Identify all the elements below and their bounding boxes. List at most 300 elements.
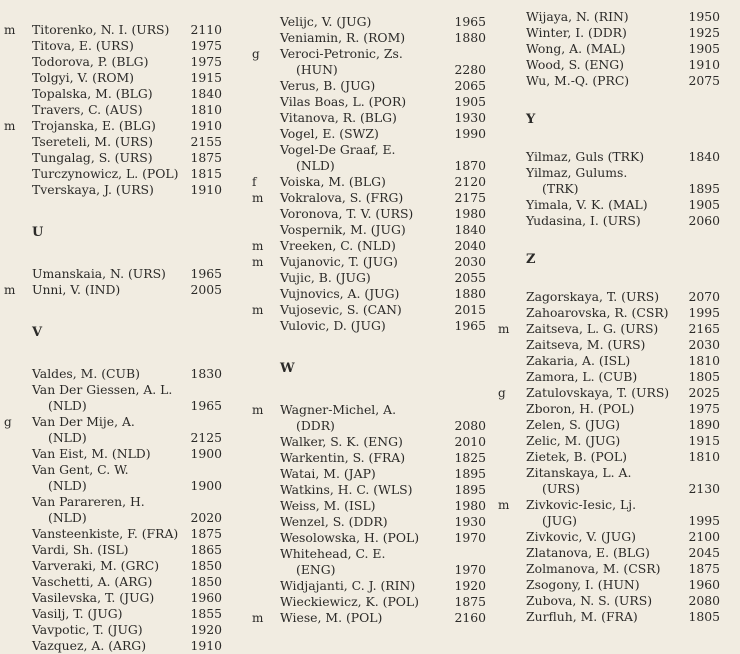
player-rating: 1880 <box>454 286 486 301</box>
player-name-line: Vujic, B. (JUG) <box>280 270 371 285</box>
player-name-line: Tolgyi, V. (ROM) <box>32 70 134 85</box>
player-name-line: Vujnovics, A. (JUG) <box>280 286 400 301</box>
player-name <box>280 222 406 238</box>
player-name-line: Wood, S. (ENG) <box>526 57 624 72</box>
player-name-line: Zelen, S. (JUG) <box>526 417 620 432</box>
player-rating: 1865 <box>190 542 222 557</box>
player-federation: (URS) <box>542 481 580 496</box>
player-entry <box>498 305 726 321</box>
player-entry <box>252 450 492 466</box>
player-entry <box>498 73 726 89</box>
player-rating: 1805 <box>688 609 720 624</box>
player-entry <box>4 166 228 182</box>
player-rating: 1875 <box>190 150 222 165</box>
player-rating: 1970 <box>454 530 486 545</box>
player-name-line: Vreeken, C. (NLD) <box>280 238 396 253</box>
player-name <box>32 134 153 150</box>
player-name <box>280 270 371 286</box>
player-entry <box>252 94 492 110</box>
player-entry <box>498 25 726 41</box>
player-rating: 2040 <box>454 238 486 253</box>
title-prefix: m <box>252 255 264 269</box>
player-entry <box>498 577 726 593</box>
section-heading: U <box>32 225 44 240</box>
player-federation: (HUN) <box>296 62 338 77</box>
player-rating: 1910 <box>190 638 222 653</box>
player-name <box>280 14 371 30</box>
player-name-line: Wenzel, S. (DDR) <box>280 514 388 529</box>
player-rating: 1920 <box>190 622 222 637</box>
player-entry <box>4 446 228 462</box>
player-entry <box>4 54 228 70</box>
player-name <box>280 78 375 94</box>
player-name-line: Vitanova, R. (BLG) <box>280 110 397 125</box>
player-rating: 2100 <box>688 529 720 544</box>
player-federation: (DDR) <box>296 418 335 433</box>
player-name-line: Walker, S. K. (ENG) <box>280 434 403 449</box>
player-name <box>32 542 129 558</box>
player-name <box>526 353 630 369</box>
player-rating: 2015 <box>454 302 486 317</box>
player-rating: 1915 <box>190 70 222 85</box>
player-rating: 1840 <box>190 86 222 101</box>
player-name <box>526 609 638 625</box>
player-name <box>32 266 166 282</box>
player-rating: 2030 <box>688 337 720 352</box>
player-name <box>526 497 636 529</box>
player-name-line: Wu, M.-Q. (PRC) <box>526 73 630 88</box>
player-entry <box>252 546 492 578</box>
player-entry <box>498 385 726 401</box>
player-name <box>32 526 178 542</box>
player-name-line: Valdes, M. (CUB) <box>32 366 140 381</box>
player-entry <box>498 337 726 353</box>
player-name-line: Travers, C. (AUS) <box>32 102 143 117</box>
player-entry <box>4 366 228 382</box>
player-entry <box>252 206 492 222</box>
player-rating: 1830 <box>190 366 222 381</box>
player-name <box>32 282 120 298</box>
player-entry <box>4 118 228 134</box>
player-rating: 2080 <box>688 593 720 608</box>
player-name <box>526 289 659 305</box>
player-rating: 1920 <box>454 578 486 593</box>
player-name <box>526 25 627 41</box>
player-rating: 1960 <box>190 590 222 605</box>
player-name <box>280 238 396 254</box>
player-name-line: Vokralova, S. (FRG) <box>280 190 404 205</box>
player-name-line: Umanskaia, N. (URS) <box>32 266 166 281</box>
player-entry <box>4 266 228 282</box>
player-name-line: Vogel, E. (SWZ) <box>280 126 379 141</box>
player-name-line: Watai, M. (JAP) <box>280 466 376 481</box>
player-name-line: Tverskaya, J. (URS) <box>32 182 154 197</box>
player-name-line: Unni, V. (IND) <box>32 282 121 297</box>
player-rating: 1905 <box>688 41 720 56</box>
player-federation: (TRK) <box>542 181 579 196</box>
player-rating: 1980 <box>454 206 486 221</box>
player-entry <box>4 22 228 38</box>
player-rating: 1875 <box>688 561 720 576</box>
section-heading: V <box>32 325 43 340</box>
player-name <box>32 182 154 198</box>
player-name <box>526 9 629 25</box>
player-entry <box>252 578 492 594</box>
player-entry <box>498 433 726 449</box>
player-name <box>32 38 134 54</box>
player-entry <box>252 286 492 302</box>
player-name <box>32 446 151 462</box>
player-name <box>526 337 645 353</box>
player-entry <box>4 282 228 298</box>
player-rating: 1965 <box>190 398 222 413</box>
player-name-line: Zsogony, I. (HUN) <box>526 577 640 592</box>
player-name <box>526 165 627 197</box>
player-entry <box>252 530 492 546</box>
player-name <box>280 110 397 126</box>
player-rating: 1805 <box>688 369 720 384</box>
player-rating: 1925 <box>688 25 720 40</box>
player-name <box>526 465 631 497</box>
player-rating: 1975 <box>190 38 222 53</box>
player-rating: 1825 <box>454 450 486 465</box>
title-prefix: g <box>252 47 260 61</box>
player-federation: (ENG) <box>296 562 336 577</box>
player-entry <box>498 149 726 165</box>
player-name <box>526 369 637 385</box>
player-entry <box>498 593 726 609</box>
player-name-line: Wong, A. (MAL) <box>526 41 626 56</box>
player-name-line: Zakaria, A. (ISL) <box>526 353 631 368</box>
player-rating: 1990 <box>454 126 486 141</box>
player-name-line: Widjajanti, C. J. (RIN) <box>280 578 416 593</box>
player-name-line: Vulovic, D. (JUG) <box>280 318 386 333</box>
player-entry <box>498 529 726 545</box>
player-rating: 1840 <box>688 149 720 164</box>
player-name <box>32 638 146 654</box>
player-name-line: Yudasina, I. (URS) <box>526 213 641 228</box>
player-name <box>32 70 134 86</box>
player-name-line: Yilmaz, Guls (TRK) <box>526 149 645 164</box>
player-federation: (NLD) <box>48 510 87 525</box>
player-name-line: Zivkovic, V. (JUG) <box>526 529 636 544</box>
player-name <box>280 434 403 450</box>
player-entry <box>4 134 228 150</box>
player-rating: 2120 <box>454 174 486 189</box>
player-name-line: Zagorskaya, T. (URS) <box>526 289 660 304</box>
player-rating: 1890 <box>688 417 720 432</box>
player-name <box>526 417 620 433</box>
player-entry <box>4 462 228 494</box>
player-entry <box>252 254 492 270</box>
player-rating: 2030 <box>454 254 486 269</box>
player-name <box>526 433 620 449</box>
player-name <box>526 561 660 577</box>
player-entry <box>252 270 492 286</box>
column-3 <box>498 9 726 625</box>
player-rating: 1855 <box>190 606 222 621</box>
player-entry <box>252 514 492 530</box>
title-prefix: m <box>252 303 264 317</box>
player-name-line: Watkins, H. C. (WLS) <box>280 482 413 497</box>
player-entry <box>252 466 492 482</box>
player-name <box>32 414 135 446</box>
player-entry <box>252 318 492 334</box>
player-entry <box>252 14 492 30</box>
player-entry <box>498 417 726 433</box>
player-name-line: Zamora, L. (CUB) <box>526 369 638 384</box>
player-name-line: Zboron, H. (POL) <box>526 401 635 416</box>
player-name-line: Verus, B. (JUG) <box>280 78 376 93</box>
player-name <box>280 174 386 190</box>
player-name <box>280 546 385 578</box>
player-name <box>280 126 379 142</box>
section-heading: Z <box>526 252 536 267</box>
player-name <box>526 213 641 229</box>
player-name-line: Wiese, M. (POL) <box>280 610 383 625</box>
player-name-line: Wagner-Michel, A. <box>280 402 397 417</box>
player-rating: 2005 <box>190 282 222 297</box>
player-entry <box>4 414 228 446</box>
player-federation: (NLD) <box>296 158 335 173</box>
player-federation: (NLD) <box>48 478 87 493</box>
player-name-line: Titorenko, N. I. (URS) <box>32 22 170 37</box>
player-name-line: Zaitseva, L. G. (URS) <box>526 321 659 336</box>
player-rating: 1875 <box>454 594 486 609</box>
player-entry <box>498 213 726 229</box>
player-entry <box>498 449 726 465</box>
player-name <box>280 142 396 174</box>
player-rating: 1840 <box>454 222 486 237</box>
player-name <box>526 593 652 609</box>
player-rating: 2160 <box>454 610 486 625</box>
title-prefix: m <box>498 322 510 336</box>
player-rating: 2075 <box>688 73 720 88</box>
player-entry <box>252 46 492 78</box>
player-name-line: Zitanskaya, L. A. <box>526 465 632 480</box>
player-name-line: Zurfluh, M. (FRA) <box>526 609 638 624</box>
player-name-line: Wieckiewicz, K. (POL) <box>280 594 419 609</box>
player-name-line: Vardi, Sh. (ISL) <box>32 542 129 557</box>
player-entry <box>4 494 228 526</box>
player-rating: 1975 <box>190 54 222 69</box>
player-name <box>32 118 156 134</box>
player-rating: 1900 <box>190 446 222 461</box>
player-name-line: Vospernik, M. (JUG) <box>280 222 406 237</box>
title-prefix: m <box>4 119 16 133</box>
player-name <box>32 606 123 622</box>
player-entry <box>252 610 492 626</box>
player-entry <box>498 41 726 57</box>
player-name-line: Van Parareren, H. <box>32 494 145 509</box>
player-name-line: Voronova, T. V. (URS) <box>280 206 414 221</box>
player-name-line: Weiss, M. (ISL) <box>280 498 376 513</box>
player-name-line: Warkentin, S. (FRA) <box>280 450 406 465</box>
player-name <box>32 102 143 118</box>
player-name <box>526 545 650 561</box>
player-name <box>526 401 634 417</box>
player-name-line: Tungalag, S. (URS) <box>32 150 153 165</box>
player-name-line: Varveraki, M. (GRC) <box>32 558 160 573</box>
player-rating: 1910 <box>190 118 222 133</box>
player-rating: 2060 <box>688 213 720 228</box>
player-name <box>280 254 398 270</box>
player-name-line: Vogel-De Graaf, E. <box>280 142 396 157</box>
title-prefix: f <box>252 175 257 189</box>
player-name-line: Titova, E. (URS) <box>32 38 134 53</box>
player-entry <box>4 182 228 198</box>
player-name-line: Van Eist, M. (NLD) <box>32 446 151 461</box>
player-name-line: Van Der Mije, A. <box>32 414 135 429</box>
player-name <box>280 302 402 318</box>
player-name <box>526 385 669 401</box>
player-entry <box>4 542 228 558</box>
player-rating: 1810 <box>190 102 222 117</box>
player-rating: 1905 <box>454 94 486 109</box>
player-rating: 1995 <box>688 513 720 528</box>
player-name <box>526 305 669 321</box>
player-name <box>280 466 376 482</box>
player-entry <box>4 574 228 590</box>
player-rating: 2065 <box>454 78 486 93</box>
player-rating: 1875 <box>190 526 222 541</box>
title-prefix: m <box>252 611 264 625</box>
player-entry <box>4 86 228 102</box>
player-entry <box>252 482 492 498</box>
player-rating: 1810 <box>688 449 720 464</box>
player-entry <box>252 302 492 318</box>
player-name-line: Zivkovic-Iesic, Lj. <box>526 497 637 512</box>
title-prefix: g <box>4 415 12 429</box>
player-entry <box>4 382 228 414</box>
player-entry <box>4 102 228 118</box>
player-entry <box>4 606 228 622</box>
player-name-line: Turczynowicz, L. (POL) <box>32 166 179 181</box>
player-entry <box>498 197 726 213</box>
player-name <box>526 41 626 57</box>
player-rating: 2045 <box>688 545 720 560</box>
player-name-line: Van Der Giessen, A. L. <box>32 382 173 397</box>
player-rating: 1975 <box>688 401 720 416</box>
player-entry <box>498 561 726 577</box>
player-entry <box>252 238 492 254</box>
player-rating: 1850 <box>190 558 222 573</box>
title-prefix: m <box>498 498 510 512</box>
player-name <box>280 190 403 206</box>
player-name-line: Yimala, V. K. (MAL) <box>526 197 648 212</box>
player-name <box>32 462 129 494</box>
player-name-line: Vujanovic, T. (JUG) <box>280 254 398 269</box>
player-entry <box>4 526 228 542</box>
player-name <box>280 498 375 514</box>
player-name <box>32 366 140 382</box>
player-rating: 1915 <box>688 433 720 448</box>
player-entry <box>252 594 492 610</box>
player-rating: 2055 <box>454 270 486 285</box>
title-prefix: m <box>4 23 16 37</box>
player-name <box>526 197 648 213</box>
player-name <box>32 166 179 182</box>
player-entry <box>498 401 726 417</box>
player-entry <box>252 110 492 126</box>
player-name-line: Vaschetti, A. (ARG) <box>32 574 153 589</box>
player-name <box>280 530 419 546</box>
player-name <box>32 590 154 606</box>
player-rating: 2280 <box>454 62 486 77</box>
section-heading: W <box>280 361 295 376</box>
player-rating: 1980 <box>454 498 486 513</box>
player-name <box>280 206 413 222</box>
player-name-line: Whitehead, C. E. <box>280 546 386 561</box>
title-prefix: m <box>252 403 264 417</box>
player-name-line: Zietek, B. (POL) <box>526 449 627 464</box>
player-name-line: Vilas Boas, L. (POR) <box>280 94 407 109</box>
player-name-line: Winter, I. (DDR) <box>526 25 627 40</box>
player-name <box>280 594 419 610</box>
title-prefix: g <box>498 386 506 400</box>
player-name <box>526 449 627 465</box>
player-entry <box>498 57 726 73</box>
player-entry <box>498 545 726 561</box>
player-rating: 1815 <box>190 166 222 181</box>
player-entry <box>252 222 492 238</box>
player-rating: 2175 <box>454 190 486 205</box>
player-name <box>280 286 399 302</box>
player-rating: 2080 <box>454 418 486 433</box>
player-name <box>32 574 152 590</box>
player-name <box>32 622 143 638</box>
player-rating: 1910 <box>190 182 222 197</box>
player-entry <box>252 126 492 142</box>
player-entry <box>4 70 228 86</box>
player-rating: 1965 <box>190 266 222 281</box>
player-rating: 1930 <box>454 514 486 529</box>
player-rating: 2110 <box>190 22 222 37</box>
player-name <box>280 402 396 434</box>
player-entry <box>498 165 726 197</box>
player-entry <box>498 353 726 369</box>
player-name <box>32 86 153 102</box>
player-name <box>280 450 405 466</box>
player-name <box>280 318 386 334</box>
player-rating: 2155 <box>190 134 222 149</box>
player-name-line: Velijc, V. (JUG) <box>280 14 372 29</box>
player-rating: 1965 <box>454 14 486 29</box>
player-name <box>32 54 148 70</box>
player-name <box>526 321 658 337</box>
player-name <box>526 529 636 545</box>
player-name-line: Todorova, P. (BLG) <box>32 54 149 69</box>
player-name <box>280 30 405 46</box>
player-name-line: Zelic, M. (JUG) <box>526 433 621 448</box>
player-entry <box>252 498 492 514</box>
player-name-line: Veniamin, R. (ROM) <box>280 30 406 45</box>
player-name <box>280 46 403 78</box>
player-federation: (JUG) <box>542 513 577 528</box>
player-name <box>32 382 172 414</box>
player-name-line: Trojanska, E. (BLG) <box>32 118 156 133</box>
player-rating: 1850 <box>190 574 222 589</box>
player-name <box>32 558 159 574</box>
player-entry <box>498 289 726 305</box>
player-rating: 2125 <box>190 430 222 445</box>
player-entry <box>252 434 492 450</box>
title-prefix: m <box>4 283 16 297</box>
player-name-line: Wijaya, N. (RIN) <box>526 9 629 24</box>
player-rating: 1910 <box>688 57 720 72</box>
player-rating: 1965 <box>454 318 486 333</box>
player-name-line: Vasilj, T. (JUG) <box>32 606 123 621</box>
